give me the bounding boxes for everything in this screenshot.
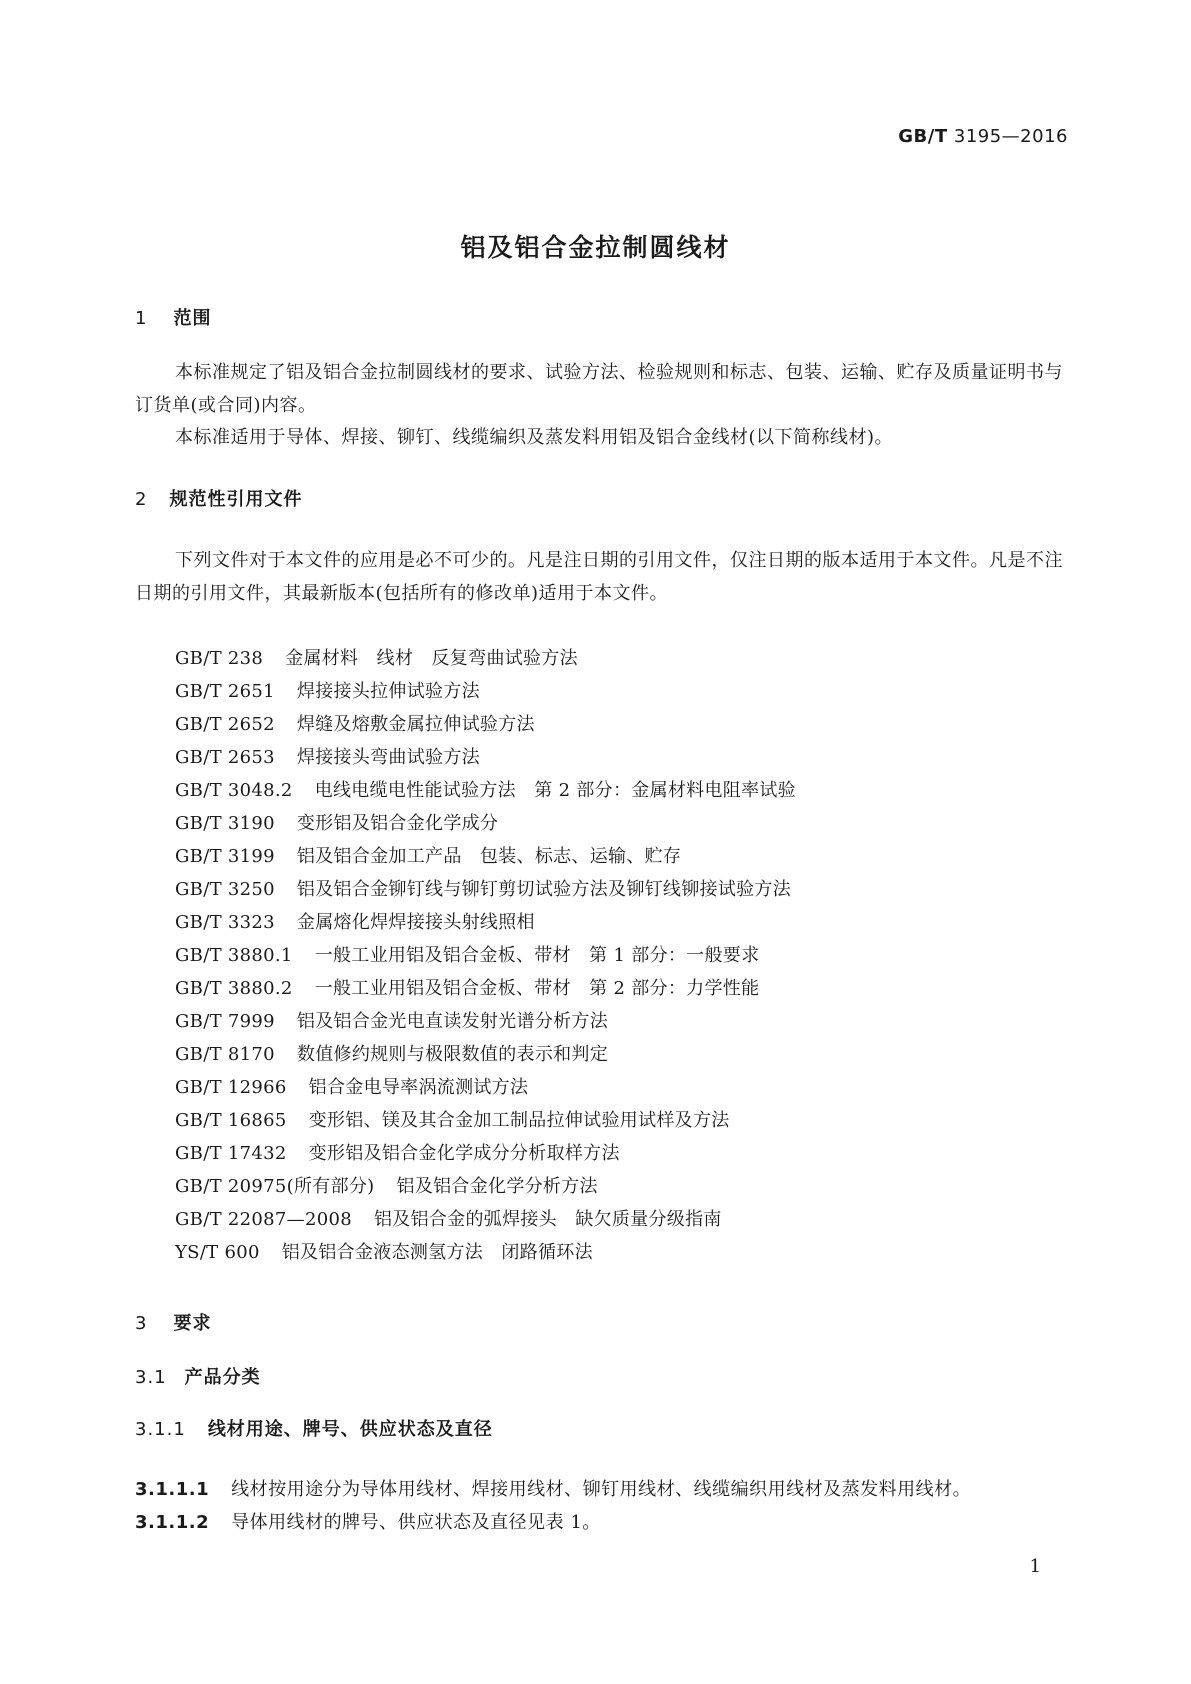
scope-paragraph-1: 本标准规定了铝及铝合金拉制圆线材的要求、试验方法、检验规则和标志、包装、运输、贮存及质量证明书与订货单(或合同)内容。 [135,362,1063,416]
reference-item [175,1038,796,1071]
reference-code: GB/T 3190 [175,813,275,834]
section-2-title: 规范性引用文件 [169,489,303,510]
subsection-3-1-1-heading [135,1415,493,1441]
reference-item [175,807,796,840]
section-1-heading [135,304,211,330]
reference-title: 数值修约规则与极限数值的表示和判定 [296,1044,609,1065]
subsection-3-1-number: 3.1 [135,1367,167,1388]
reference-item [175,675,796,708]
reference-item [175,708,796,741]
reference-code: GB/T 7999 [175,1011,275,1032]
reference-title: 金属熔化焊焊接接头射线照相 [296,912,535,933]
reference-item [175,972,796,1005]
reference-item [175,840,796,873]
reference-code: GB/T 3880.2 [175,978,293,999]
section-3-number: 3 [135,1313,148,1334]
subsection-3-1-heading [135,1363,261,1389]
document-title: 铝及铝合金拉制圆线材 [460,233,731,262]
reference-title: 铝及铝合金的弧焊接头 缺欠质量分级指南 [373,1209,722,1230]
reference-code: GB/T 238 [175,648,264,669]
reference-item [175,873,796,906]
reference-item [175,1236,796,1269]
reference-title: 铝合金电导率涡流测试方法 [308,1077,529,1098]
reference-code: GB/T 8170 [175,1044,275,1065]
standard-code-number: 3195—2016 [953,126,1068,147]
reference-item [175,1104,796,1137]
reference-title: 变形铝及铝合金化学成分分析取样方法 [308,1143,620,1164]
reference-code: GB/T 3250 [175,879,275,900]
reference-title: 金属材料 线材 反复弯曲试验方法 [285,648,578,669]
standard-code [898,126,1068,147]
section-2-number: 2 [135,489,148,510]
reference-code: GB/T 3880.1 [175,945,293,966]
reference-title: 铝及铝合金加工产品 包装、标志、运输、贮存 [296,846,682,867]
subsection-3-1-1-title: 线材用途、牌号、供应状态及直径 [207,1419,493,1440]
reference-item [175,774,796,807]
clause-text: 线材按用途分为导体用线材、焊接用线材、铆钉用线材、线缆编织用线材及蒸发料用线材。 [231,1479,972,1500]
reference-item [175,741,796,774]
reference-title: 铝及铝合金液态测氢方法 闭路循环法 [281,1242,593,1263]
page-number: 1 [1029,1556,1041,1577]
standard-code-prefix: GB/T [898,126,948,147]
reference-code: GB/T 16865 [175,1110,287,1131]
normative-intro-paragraph: 下列文件对于本文件的应用是必不可少的。凡是注日期的引用文件，仅注日期的版本适用于本文件。凡是不注日期的引用文件，其最新版本(包括所有的修改单)适用于本文件。 [135,550,1063,604]
reference-item [175,1203,796,1236]
reference-code: YS/T 600 [175,1242,260,1263]
reference-item [175,1005,796,1038]
section-1-title: 范围 [173,308,212,329]
reference-title: 铝及铝合金铆钉线与铆钉剪切试验方法及铆钉线铆接试验方法 [296,879,792,900]
section-2-heading [135,485,302,511]
reference-code: GB/T 17432 [175,1143,287,1164]
reference-title: 变形铝及铝合金化学成分 [296,813,499,834]
reference-title: 一般工业用铝及铝合金板、带材 第 2 部分：力学性能 [314,978,760,999]
reference-code: GB/T 2652 [175,714,275,735]
reference-code: GB/T 3048.2 [175,780,293,801]
reference-code: GB/T 3199 [175,846,275,867]
reference-code: GB/T 2651 [175,681,275,702]
clause-3-1-1-2 [135,1508,601,1534]
reference-item [175,642,796,675]
section-3-title: 要求 [173,1313,212,1334]
normative-reference-list [175,642,796,1269]
reference-title: 铝及铝合金光电直读发射光谱分析方法 [296,1011,609,1032]
reference-code: GB/T 22087—2008 [175,1209,352,1230]
subsection-3-1-title: 产品分类 [184,1367,261,1388]
section-3-heading [135,1309,211,1335]
reference-item [175,906,796,939]
clause-number: 3.1.1.1 [135,1479,210,1500]
reference-item [175,1170,796,1203]
subsection-3-1-1-number: 3.1.1 [135,1419,186,1440]
reference-code: GB/T 12966 [175,1077,287,1098]
clause-text: 导体用线材的牌号、供应状态及直径见表 1。 [231,1512,601,1533]
reference-code: GB/T 20975(所有部分) [175,1176,375,1197]
reference-code: GB/T 2653 [175,747,275,768]
reference-title: 焊接接头拉伸试验方法 [296,681,480,702]
clause-3-1-1-1 [135,1475,971,1501]
scope-paragraph-2: 本标准适用于导体、焊接、铆钉、线缆编织及蒸发料用铝及铝合金线材(以下简称线材)。 [175,427,894,448]
reference-code: GB/T 3323 [175,912,275,933]
clause-number: 3.1.1.2 [135,1512,210,1533]
section-1-number: 1 [135,308,148,329]
reference-item [175,1137,796,1170]
reference-item [175,939,796,972]
reference-title: 电线电缆电性能试验方法 第 2 部分：金属材料电阻率试验 [314,780,796,801]
reference-title: 焊缝及熔敷金属拉伸试验方法 [296,714,535,735]
reference-title: 一般工业用铝及铝合金板、带材 第 1 部分：一般要求 [314,945,760,966]
reference-title: 焊接接头弯曲试验方法 [296,747,480,768]
reference-title: 变形铝、镁及其合金加工制品拉伸试验用试样及方法 [308,1110,730,1131]
reference-item [175,1071,796,1104]
reference-title: 铝及铝合金化学分析方法 [396,1176,598,1197]
